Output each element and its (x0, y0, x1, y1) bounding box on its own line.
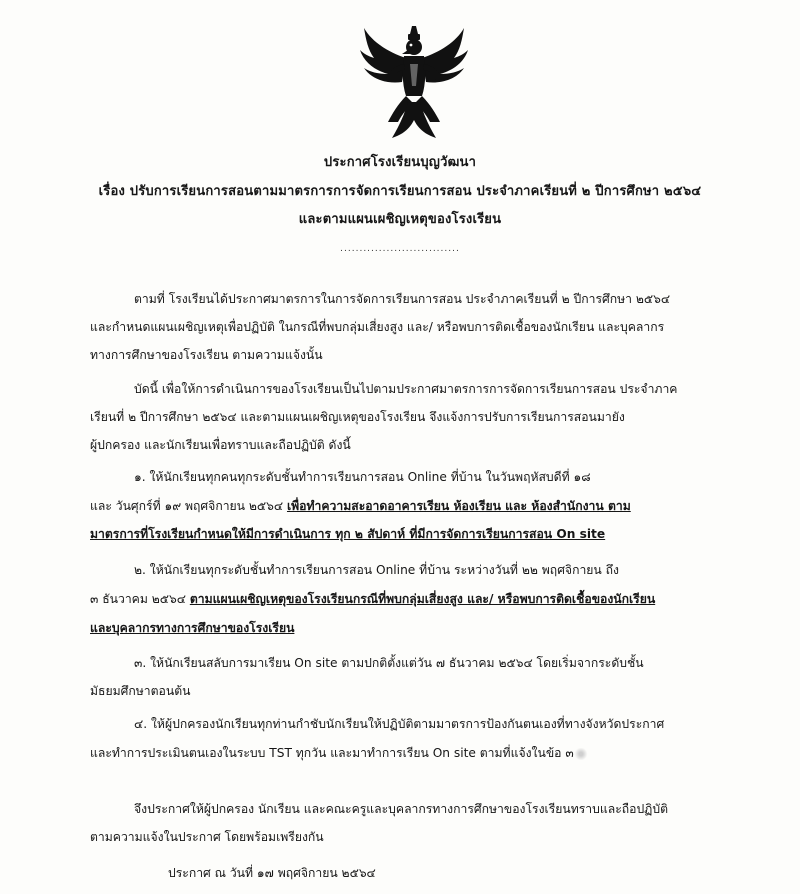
item-4-line-1: ๔. ให้ผู้ปกครองนักเรียนทุกท่านกำชับนักเรียนให้ปฏิบัติตามมาตรการป้องกันตนเองที่ทางจังหวัดประกาศ (134, 717, 665, 731)
item-4-line-2-text: และทำการประเมินตนเองในระบบ TST ทุกวัน และมาทำการเรียน On site ตามที่แจ้งในข้อ ๓ (90, 746, 574, 760)
paragraph-1-line-3: ทางการศึกษาของโรงเรียน ตามความแจ้งนั้น (90, 348, 323, 362)
announcement-date: ประกาศ ณ วันที่ ๑๗ พฤศจิกายน ๒๕๖๔ (168, 866, 376, 880)
garuda-emblem (358, 24, 470, 142)
separator-dots: ............................... (340, 244, 460, 254)
item-1-line-2-text: และ วันศุกร์ที่ ๑๙ พฤศจิกายน ๒๕๖๔ (90, 499, 287, 513)
item-3-line-2: มัธยมศึกษาตอนต้น (90, 684, 191, 698)
item-1-line-1: ๑. ให้นักเรียนทุกคนทุกระดับชั้นทำการเรียนการสอน Online ที่บ้าน ในวันพฤหัสบดีที่ ๑๘ (134, 470, 591, 484)
announcement-subject: เรื่อง ปรับการเรียนการสอนตามมาตรการการจัดการเรียนการสอน ประจำภาคเรียนที่ ๒ ปีการศึกษา ๒๕๖๔ (98, 184, 702, 199)
announcement-subject-line2: และตามแผนเผชิญเหตุของโรงเรียน (298, 212, 502, 227)
item-2-line-3: และบุคลากรทางการศึกษาของโรงเรียน (90, 621, 295, 635)
item-1-line-2 (90, 497, 631, 516)
item-2-line-2-text: ๓ ธันวาคม ๒๕๖๔ (90, 592, 190, 606)
item-2-line-1: ๒. ให้นักเรียนทุกระดับชั้นทำการเรียนการสอน Online ที่บ้าน ระหว่างวันที่ ๒๒ พฤศจิกายน ถึง (134, 563, 619, 577)
item-3-line-1: ๓. ให้นักเรียนสลับการมาเรียน On site ตามปกติตั้งแต่วัน ๗ ธันวาคม ๒๕๖๔ โดยเริ่มจากระดับชั้น (134, 656, 644, 670)
paragraph-1-line-2: และกำหนดแผนเผชิญเหตุเพื่อปฏิบัติ ในกรณีที่พบกลุ่มเสี่ยงสูง และ/ หรือพบการติดเชื้อของนักเรียน และบุคลากร (90, 320, 665, 334)
item-2-emphasis: ตามแผนเผชิญเหตุของโรงเรียนกรณีที่พบกลุ่มเสี่ยงสูง และ/ หรือพบการติดเชื้อของนักเรียน (189, 592, 656, 606)
item-2-line-2 (90, 590, 655, 609)
item-1-line-3: มาตรการที่โรงเรียนกำหนดให้มีการดำเนินการ ทุก ๒ สัปดาห์ ที่มีการจัดการเรียนการสอน On site (90, 527, 606, 541)
item-4-line-2 (90, 744, 588, 763)
paragraph-2-line-1: บัดนี้ เพื่อให้การดำเนินการของโรงเรียนเป็นไปตามประกาศมาตรการการจัดการเรียนการสอน ประจำภาค (134, 382, 678, 396)
paragraph-2-line-2: เรียนที่ ๒ ปีการศึกษา ๒๕๖๔ และตามแผนเผชิญเหตุของโรงเรียน จึงแจ้งการปรับการเรียนการสอนมายัง (90, 410, 625, 424)
item-1-emphasis: เพื่อทำความสะอาดอาคารเรียน ห้องเรียน และ ห้องสำนักงาน ตาม (286, 499, 631, 513)
smudge-mark (574, 748, 588, 760)
closing-line-2: ตามความแจ้งในประกาศ โดยพร้อมเพรียงกัน (90, 830, 324, 844)
paragraph-2-line-3: ผู้ปกครอง และนักเรียนเพื่อทราบและถือปฏิบัติ ดังนี้ (90, 438, 351, 452)
closing-line-1: จึงประกาศให้ผู้ปกครอง นักเรียน และคณะครูและบุคลากรทางการศึกษาของโรงเรียนทราบและถือปฏิบัติ (134, 802, 669, 816)
paragraph-1-line-1: ตามที่ โรงเรียนได้ประกาศมาตรการในการจัดการเรียนการสอน ประจำภาคเรียนที่ ๒ ปีการศึกษา ๒๕๖๔ (134, 292, 671, 306)
announcement-title: ประกาศโรงเรียนบุญวัฒนา (323, 155, 477, 170)
